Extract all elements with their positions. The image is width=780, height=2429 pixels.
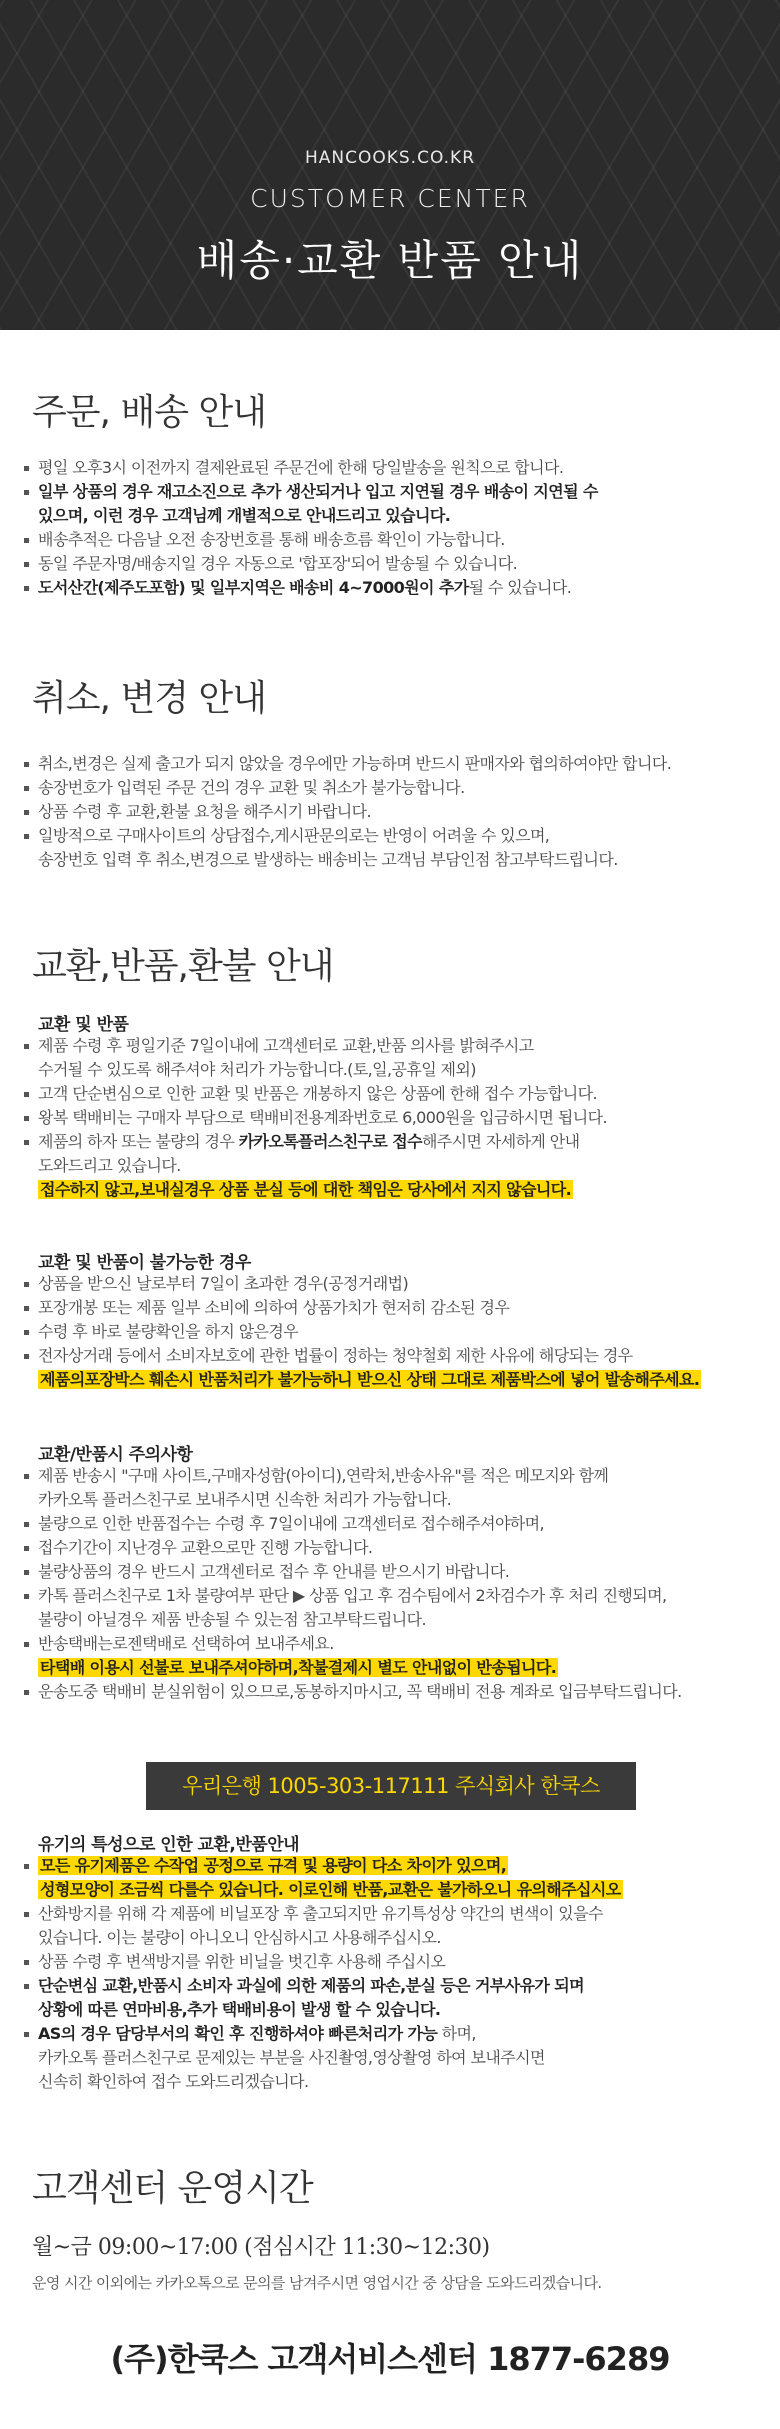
list-item: 모든 유기제품은 수작업 공정으로 규격 및 용량이 다소 차이가 있으며, [22,1854,772,1878]
cancel-section-title: 취소, 변경 안내 [32,678,266,719]
page-title: 배송·교환 반품 안내 [196,236,584,285]
list-item: AS의 경우 담당부서의 확인 후 진행하셔야 빠른처리가 가능 하며, [22,2022,772,2046]
list-item: 제품 수령 후 평일기준 7일이내에 고객센터로 교환,반품 의사를 밝혀주시고 [22,1034,772,1058]
list-item: 취소,변경은 실제 출고가 되지 않았을 경우에만 가능하며 반드시 판매자와 협의하여야만 합니다. [22,752,772,776]
list-item: 있으며, 이런 경우 고객님께 개별적으로 안내드리고 있습니다. [38,506,451,525]
hours-note: 운영 시간 이외에는 카카오톡으로 문의를 남겨주시면 영업시간 중 상담을 도와드리겠습니다. [32,2274,602,2292]
list-item: 고객 단순변심으로 인한 교환 및 반품은 개봉하지 않은 상품에 한해 접수 가능합니다. [22,1082,772,1106]
list-item: 접수기간이 지난경우 교환으로만 진행 가능합니다. [22,1536,772,1560]
list-item: 일부 상품의 경우 재고소진으로 추가 생산되거나 입고 지연될 경우 배송이 지연될 수 [22,480,772,504]
list-item: 송장번호 입력 후 취소,변경으로 발생하는 배송비는 고객님 부담인점 참고부탁드립니다. [38,850,618,869]
list-item: 상품을 받으신 날로부터 7일이 초과한 경우(공정거래법) [22,1272,772,1296]
no-exchange-list [22,1272,772,1392]
page-header [0,0,780,330]
list-item: 도와드리고 있습니다. [38,1156,181,1175]
brassware-list [22,1854,772,2094]
caution-subtitle: 교환/반품시 주의사항 [38,1445,193,1465]
list-item: 단순변심 교환,반품시 소비자 과실에 의한 제품의 파손,분실 등은 거부사유가 되며 [22,1974,772,1998]
list-item: 신속히 확인하여 접수 도와드리겠습니다. [38,2072,309,2091]
list-item: 성형모양이 조금씩 다를수 있습니다. 이로인해 반품,교환은 불가하오니 유의해주십시오 [40,1880,621,1899]
list-item: 제품의포장박스 훼손시 반품처리가 불가능하니 받으신 상태 그대로 제품박스에 넣어 발송해주세요. [40,1370,700,1389]
list-item: 왕복 택배비는 구매자 부담으로 택배비전용계좌번호로 6,000원을 입금하시면 됩니다. [22,1106,772,1130]
caution-list [22,1464,772,1704]
hours-section-title: 고객센터 운영시간 [32,2168,313,2209]
list-item: 수거될 수 있도록 해주셔야 처리가 가능합니다.(토,일,공휴일 제외) [38,1060,476,1079]
site-url: HANCOOKS.CO.KR [304,148,476,168]
header-subtitle: CUSTOMER CENTER [250,184,530,213]
order-list [22,456,772,600]
list-item: 수령 후 바로 불량확인을 하지 않은경우 [22,1320,772,1344]
exchange-section-title: 교환,반품,환불 안내 [32,946,334,987]
exchange-list [22,1034,772,1202]
order-section-title: 주문, 배송 안내 [32,392,266,433]
exchange-subtitle: 교환 및 반품 [38,1015,129,1035]
list-item: 산화방지를 위해 각 제품에 비닐포장 후 출고되지만 유기특성상 약간의 변색이 있을수 [22,1902,772,1926]
cancel-list [22,752,772,872]
list-item: 불량상품의 경우 반드시 고객센터로 접수 후 안내를 받으시기 바랍니다. [22,1560,772,1584]
brassware-subtitle: 유기의 특성으로 인한 교환,반품안내 [38,1835,300,1855]
list-item: 불량으로 인한 반품접수는 수령 후 7일이내에 고객센터로 접수해주셔야하며, [22,1512,772,1536]
list-item: 일방적으로 구매사이트의 상담접수,게시판문의로는 반영이 어려울 수 있으며, [22,824,772,848]
list-item: 카카오톡 플러스친구로 문제있는 부분을 사진촬영,영상촬영 하여 보내주시면 [38,2048,545,2067]
list-item: 상품 수령 후 변색방지를 위한 비닐을 벗긴후 사용해 주십시오 [22,1950,772,1974]
list-item: 포장개봉 또는 제품 일부 소비에 의하여 상품가치가 현저히 감소된 경우 [22,1296,772,1320]
list-item: 반송택배는로젠택배로 선택하여 보내주세요. [22,1632,772,1656]
list-item: 전자상거래 등에서 소비자보호에 관한 법률이 정하는 청약철회 제한 사유에 해당되는 경우 [22,1344,772,1368]
list-item: 도서산간(제주도포함) 및 일부지역은 배송비 4~7000원이 추가될 수 있습니다. [22,576,772,600]
list-item: 배송추적은 다음날 오전 송장번호를 통해 배송흐름 확인이 가능합니다. [22,528,772,552]
list-item: 타택배 이용시 선불로 보내주셔야하며,착불결제시 별도 안내없이 반송됩니다. [40,1658,557,1677]
list-item: 상품 수령 후 교환,환불 요청을 해주시기 바랍니다. [22,800,772,824]
list-item: 카톡 플러스친구로 1차 불량여부 판단 ▶ 상품 입고 후 검수팀에서 2차검수가 후 처리 진행되며, [22,1584,772,1608]
list-item: 있습니다. 이는 불량이 아니오니 안심하시고 사용해주십시오. [38,1928,441,1947]
list-item: 제품의 하자 또는 불량의 경우 카카오톡플러스친구로 접수해주시면 자세하게 안내 [22,1130,772,1154]
bank-account-banner: 우리은행 1005-303-117111 주식회사 한쿡스 [146,1762,636,1810]
list-item: 카카오톡 플러스친구로 보내주시면 신속한 처리가 가능합니다. [38,1490,452,1509]
list-item: 송장번호가 입력된 주문 건의 경우 교환 및 취소가 불가능합니다. [22,776,772,800]
customer-service-phone: (주)한쿡스 고객서비스센터 1877-6289 [110,2340,670,2378]
list-item: 불량이 아닐경우 제품 반송될 수 있는점 참고부탁드립니다. [38,1610,426,1629]
no-exchange-subtitle: 교환 및 반품이 불가능한 경우 [38,1253,251,1273]
list-item: 접수하지 않고,보내실경우 상품 분실 등에 대한 책임은 당사에서 지지 않습니다. [40,1180,572,1199]
operating-hours: 월~금 09:00~17:00 (점심시간 11:30~12:30) [32,2235,490,2260]
list-item: 동일 주문자명/배송지일 경우 자동으로 '합포장'되어 발송될 수 있습니다. [22,552,772,576]
list-item: 운송도중 택배비 분실위험이 있으므로,동봉하지마시고, 꼭 택배비 전용 계좌로 입금부탁드립니다. [22,1680,772,1704]
list-item: 평일 오후3시 이전까지 결제완료된 주문건에 한해 당일발송을 원칙으로 합니다. [22,456,772,480]
list-item: 제품 반송시 "구매 사이트,구매자성함(아이디),연락처,반송사유"를 적은 메모지와 함께 [22,1464,772,1488]
list-item: 상황에 따른 연마비용,추가 택배비용이 발생 할 수 있습니다. [38,2000,441,2019]
